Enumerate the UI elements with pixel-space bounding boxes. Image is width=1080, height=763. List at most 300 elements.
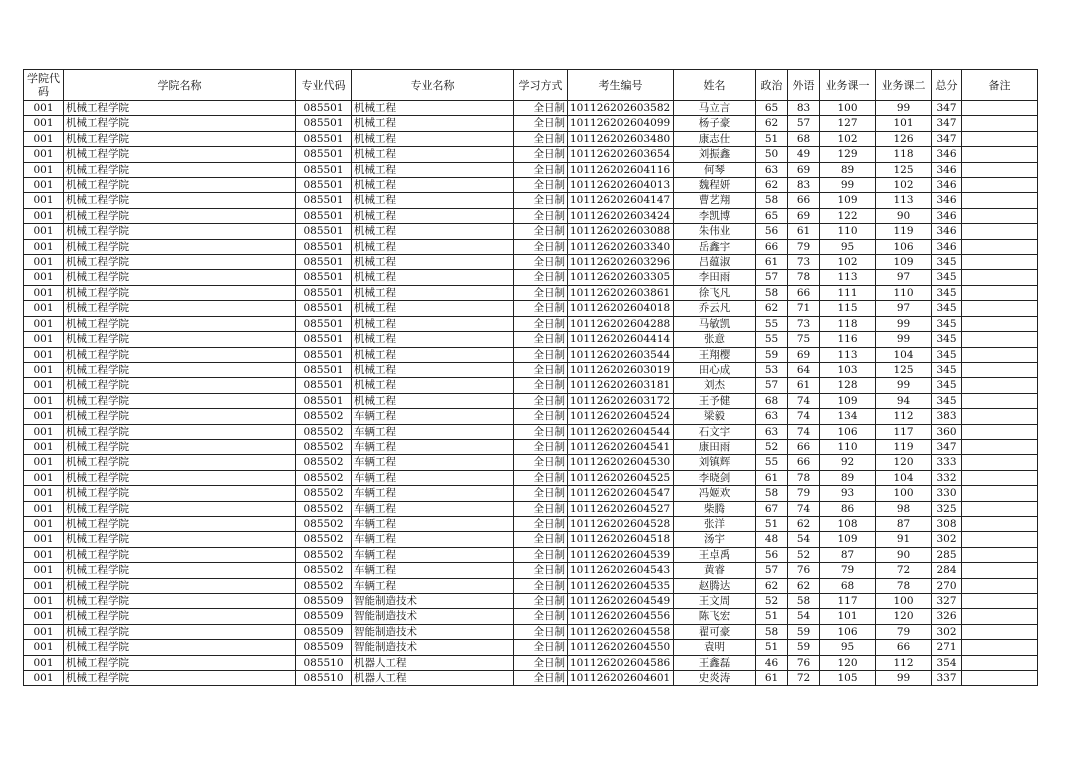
politics-score-cell: 48 <box>756 532 788 547</box>
major-name-cell: 机械工程 <box>352 208 514 223</box>
student-name-cell: 陈飞宏 <box>674 609 756 624</box>
major-code-cell: 085502 <box>296 532 352 547</box>
college-code-cell: 001 <box>24 116 64 131</box>
foreign-language-score-cell: 73 <box>788 316 820 331</box>
student-name-cell: 康田雨 <box>674 439 756 454</box>
major-name-cell: 机械工程 <box>352 270 514 285</box>
college-code-cell: 001 <box>24 594 64 609</box>
remarks-cell <box>962 470 1038 485</box>
subject-1-score-cell: 87 <box>820 547 876 562</box>
total-score-cell: 337 <box>932 671 962 686</box>
study-mode-cell: 全日制 <box>514 671 568 686</box>
politics-score-cell: 65 <box>756 208 788 223</box>
major-name-cell: 机械工程 <box>352 301 514 316</box>
subject-2-score-cell: 90 <box>876 547 932 562</box>
study-mode-cell: 全日制 <box>514 594 568 609</box>
total-score-cell: 346 <box>932 193 962 208</box>
subject-2-score-cell: 118 <box>876 147 932 162</box>
major-code-cell: 085501 <box>296 332 352 347</box>
header-foreign-language: 外语 <box>788 70 820 101</box>
exam-id-cell: 101126202604601 <box>568 671 674 686</box>
college-name-cell: 机械工程学院 <box>64 470 296 485</box>
politics-score-cell: 59 <box>756 347 788 362</box>
exam-id-cell: 101126202604550 <box>568 640 674 655</box>
exam-id-cell: 101126202604018 <box>568 301 674 316</box>
study-mode-cell: 全日制 <box>514 563 568 578</box>
total-score-cell: 346 <box>932 178 962 193</box>
foreign-language-score-cell: 49 <box>788 147 820 162</box>
table-row <box>24 285 1038 300</box>
politics-score-cell: 66 <box>756 239 788 254</box>
remarks-cell <box>962 671 1038 686</box>
politics-score-cell: 51 <box>756 609 788 624</box>
total-score-cell: 347 <box>932 131 962 146</box>
major-code-cell: 085501 <box>296 378 352 393</box>
student-name-cell: 李晓剑 <box>674 470 756 485</box>
major-name-cell: 车辆工程 <box>352 547 514 562</box>
subject-2-score-cell: 99 <box>876 101 932 116</box>
total-score-cell: 345 <box>932 347 962 362</box>
college-code-cell: 001 <box>24 270 64 285</box>
major-code-cell: 085501 <box>296 224 352 239</box>
politics-score-cell: 56 <box>756 224 788 239</box>
student-name-cell: 张意 <box>674 332 756 347</box>
study-mode-cell: 全日制 <box>514 486 568 501</box>
total-score-cell: 302 <box>932 532 962 547</box>
foreign-language-score-cell: 66 <box>788 455 820 470</box>
remarks-cell <box>962 208 1038 223</box>
header-remarks: 备注 <box>962 70 1038 101</box>
study-mode-cell: 全日制 <box>514 255 568 270</box>
college-name-cell: 机械工程学院 <box>64 131 296 146</box>
major-name-cell: 车辆工程 <box>352 409 514 424</box>
exam-id-cell: 101126202604528 <box>568 516 674 531</box>
politics-score-cell: 61 <box>756 671 788 686</box>
college-code-cell: 001 <box>24 516 64 531</box>
college-code-cell: 001 <box>24 162 64 177</box>
table-row <box>24 655 1038 670</box>
study-mode-cell: 全日制 <box>514 439 568 454</box>
major-code-cell: 085502 <box>296 516 352 531</box>
exam-id-cell: 101126202604414 <box>568 332 674 347</box>
foreign-language-score-cell: 66 <box>788 193 820 208</box>
major-name-cell: 机械工程 <box>352 162 514 177</box>
subject-1-score-cell: 127 <box>820 116 876 131</box>
subject-1-score-cell: 108 <box>820 516 876 531</box>
exam-id-cell: 101126202603305 <box>568 270 674 285</box>
header-college-code: 学院代码 <box>24 70 64 101</box>
politics-score-cell: 61 <box>756 255 788 270</box>
foreign-language-score-cell: 54 <box>788 532 820 547</box>
subject-2-score-cell: 120 <box>876 455 932 470</box>
remarks-cell <box>962 516 1038 531</box>
foreign-language-score-cell: 74 <box>788 501 820 516</box>
college-code-cell: 001 <box>24 224 64 239</box>
politics-score-cell: 57 <box>756 270 788 285</box>
table-row <box>24 671 1038 686</box>
exam-id-cell: 101126202604524 <box>568 409 674 424</box>
student-name-cell: 李凯博 <box>674 208 756 223</box>
college-code-cell: 001 <box>24 409 64 424</box>
table-row <box>24 532 1038 547</box>
major-name-cell: 机械工程 <box>352 101 514 116</box>
exam-id-cell: 101126202603544 <box>568 347 674 362</box>
study-mode-cell: 全日制 <box>514 455 568 470</box>
college-code-cell: 001 <box>24 393 64 408</box>
student-name-cell: 何琴 <box>674 162 756 177</box>
subject-1-score-cell: 105 <box>820 671 876 686</box>
foreign-language-score-cell: 62 <box>788 578 820 593</box>
exam-id-cell: 101126202604549 <box>568 594 674 609</box>
remarks-cell <box>962 162 1038 177</box>
college-code-cell: 001 <box>24 439 64 454</box>
college-code-cell: 001 <box>24 332 64 347</box>
exam-id-cell: 101126202603088 <box>568 224 674 239</box>
major-code-cell: 085502 <box>296 470 352 485</box>
major-name-cell: 智能制造技术 <box>352 624 514 639</box>
subject-2-score-cell: 91 <box>876 532 932 547</box>
major-code-cell: 085501 <box>296 285 352 300</box>
student-name-cell: 吕蕴淑 <box>674 255 756 270</box>
exam-id-cell: 101126202603340 <box>568 239 674 254</box>
college-code-cell: 001 <box>24 208 64 223</box>
college-code-cell: 001 <box>24 578 64 593</box>
subject-2-score-cell: 99 <box>876 316 932 331</box>
table-row <box>24 409 1038 424</box>
table-row <box>24 224 1038 239</box>
header-subject-1: 业务课一 <box>820 70 876 101</box>
subject-1-score-cell: 106 <box>820 624 876 639</box>
remarks-cell <box>962 362 1038 377</box>
major-code-cell: 085509 <box>296 624 352 639</box>
total-score-cell: 345 <box>932 393 962 408</box>
major-code-cell: 085510 <box>296 671 352 686</box>
total-score-cell: 302 <box>932 624 962 639</box>
subject-2-score-cell: 94 <box>876 393 932 408</box>
major-code-cell: 085502 <box>296 486 352 501</box>
study-mode-cell: 全日制 <box>514 316 568 331</box>
total-score-cell: 346 <box>932 239 962 254</box>
major-code-cell: 085501 <box>296 301 352 316</box>
subject-1-score-cell: 79 <box>820 563 876 578</box>
college-code-cell: 001 <box>24 547 64 562</box>
major-code-cell: 085502 <box>296 501 352 516</box>
student-name-cell: 田心成 <box>674 362 756 377</box>
subject-2-score-cell: 99 <box>876 671 932 686</box>
politics-score-cell: 51 <box>756 640 788 655</box>
major-name-cell: 机械工程 <box>352 362 514 377</box>
major-name-cell: 机械工程 <box>352 332 514 347</box>
exam-id-cell: 101126202604518 <box>568 532 674 547</box>
foreign-language-score-cell: 59 <box>788 624 820 639</box>
college-code-cell: 001 <box>24 285 64 300</box>
header-college-name: 学院名称 <box>64 70 296 101</box>
remarks-cell <box>962 285 1038 300</box>
student-name-cell: 刘杰 <box>674 378 756 393</box>
study-mode-cell: 全日制 <box>514 193 568 208</box>
study-mode-cell: 全日制 <box>514 239 568 254</box>
college-code-cell: 001 <box>24 347 64 362</box>
header-exam-id: 考生编号 <box>568 70 674 101</box>
foreign-language-score-cell: 75 <box>788 332 820 347</box>
politics-score-cell: 63 <box>756 409 788 424</box>
major-code-cell: 085501 <box>296 101 352 116</box>
table-row <box>24 301 1038 316</box>
college-name-cell: 机械工程学院 <box>64 578 296 593</box>
exam-id-cell: 101126202603181 <box>568 378 674 393</box>
table-row <box>24 594 1038 609</box>
student-name-cell: 冯姬欢 <box>674 486 756 501</box>
subject-1-score-cell: 109 <box>820 532 876 547</box>
major-name-cell: 机械工程 <box>352 316 514 331</box>
college-name-cell: 机械工程学院 <box>64 563 296 578</box>
foreign-language-score-cell: 78 <box>788 470 820 485</box>
total-score-cell: 345 <box>932 285 962 300</box>
table-row <box>24 640 1038 655</box>
major-name-cell: 机械工程 <box>352 116 514 131</box>
college-name-cell: 机械工程学院 <box>64 178 296 193</box>
remarks-cell <box>962 455 1038 470</box>
major-code-cell: 085509 <box>296 594 352 609</box>
major-code-cell: 085502 <box>296 563 352 578</box>
student-name-cell: 马敏凯 <box>674 316 756 331</box>
remarks-cell <box>962 532 1038 547</box>
study-mode-cell: 全日制 <box>514 208 568 223</box>
subject-1-score-cell: 95 <box>820 640 876 655</box>
subject-1-score-cell: 106 <box>820 424 876 439</box>
foreign-language-score-cell: 76 <box>788 655 820 670</box>
politics-score-cell: 62 <box>756 578 788 593</box>
remarks-cell <box>962 547 1038 562</box>
college-code-cell: 001 <box>24 563 64 578</box>
major-code-cell: 085501 <box>296 147 352 162</box>
table-body <box>24 101 1038 686</box>
politics-score-cell: 52 <box>756 439 788 454</box>
total-score-cell: 332 <box>932 470 962 485</box>
foreign-language-score-cell: 71 <box>788 301 820 316</box>
subject-2-score-cell: 102 <box>876 178 932 193</box>
college-code-cell: 001 <box>24 655 64 670</box>
subject-1-score-cell: 102 <box>820 131 876 146</box>
foreign-language-score-cell: 59 <box>788 640 820 655</box>
college-name-cell: 机械工程学院 <box>64 424 296 439</box>
study-mode-cell: 全日制 <box>514 332 568 347</box>
major-code-cell: 085502 <box>296 424 352 439</box>
subject-1-score-cell: 86 <box>820 501 876 516</box>
subject-1-score-cell: 113 <box>820 270 876 285</box>
major-name-cell: 机器人工程 <box>352 671 514 686</box>
major-code-cell: 085501 <box>296 162 352 177</box>
admission-list-table <box>23 69 1038 686</box>
foreign-language-score-cell: 79 <box>788 239 820 254</box>
table-row <box>24 486 1038 501</box>
college-code-cell: 001 <box>24 671 64 686</box>
table-row <box>24 624 1038 639</box>
subject-1-score-cell: 110 <box>820 224 876 239</box>
remarks-cell <box>962 424 1038 439</box>
subject-2-score-cell: 119 <box>876 224 932 239</box>
student-name-cell: 黄睿 <box>674 563 756 578</box>
politics-score-cell: 62 <box>756 301 788 316</box>
remarks-cell <box>962 439 1038 454</box>
major-code-cell: 085502 <box>296 439 352 454</box>
foreign-language-score-cell: 66 <box>788 439 820 454</box>
foreign-language-score-cell: 74 <box>788 424 820 439</box>
major-name-cell: 机械工程 <box>352 131 514 146</box>
total-score-cell: 354 <box>932 655 962 670</box>
student-name-cell: 康志仕 <box>674 131 756 146</box>
college-name-cell: 机械工程学院 <box>64 147 296 162</box>
politics-score-cell: 55 <box>756 332 788 347</box>
major-name-cell: 机械工程 <box>352 255 514 270</box>
subject-1-score-cell: 89 <box>820 162 876 177</box>
foreign-language-score-cell: 74 <box>788 393 820 408</box>
foreign-language-score-cell: 69 <box>788 208 820 223</box>
study-mode-cell: 全日制 <box>514 547 568 562</box>
remarks-cell <box>962 131 1038 146</box>
politics-score-cell: 65 <box>756 101 788 116</box>
college-name-cell: 机械工程学院 <box>64 316 296 331</box>
politics-score-cell: 56 <box>756 547 788 562</box>
major-name-cell: 车辆工程 <box>352 486 514 501</box>
exam-id-cell: 101126202604530 <box>568 455 674 470</box>
remarks-cell <box>962 270 1038 285</box>
study-mode-cell: 全日制 <box>514 609 568 624</box>
subject-1-score-cell: 99 <box>820 178 876 193</box>
college-name-cell: 机械工程学院 <box>64 547 296 562</box>
subject-1-score-cell: 100 <box>820 101 876 116</box>
study-mode-cell: 全日制 <box>514 285 568 300</box>
foreign-language-score-cell: 76 <box>788 563 820 578</box>
subject-2-score-cell: 99 <box>876 332 932 347</box>
subject-2-score-cell: 99 <box>876 378 932 393</box>
study-mode-cell: 全日制 <box>514 393 568 408</box>
major-code-cell: 085502 <box>296 409 352 424</box>
remarks-cell <box>962 255 1038 270</box>
student-name-cell: 汤宇 <box>674 532 756 547</box>
subject-1-score-cell: 109 <box>820 393 876 408</box>
exam-id-cell: 101126202604544 <box>568 424 674 439</box>
college-name-cell: 机械工程学院 <box>64 347 296 362</box>
college-name-cell: 机械工程学院 <box>64 301 296 316</box>
student-name-cell: 刘镇辉 <box>674 455 756 470</box>
college-name-cell: 机械工程学院 <box>64 101 296 116</box>
student-name-cell: 王鑫磊 <box>674 655 756 670</box>
college-code-cell: 001 <box>24 193 64 208</box>
politics-score-cell: 68 <box>756 393 788 408</box>
college-name-cell: 机械工程学院 <box>64 393 296 408</box>
study-mode-cell: 全日制 <box>514 640 568 655</box>
study-mode-cell: 全日制 <box>514 501 568 516</box>
subject-2-score-cell: 104 <box>876 470 932 485</box>
exam-id-cell: 101126202604535 <box>568 578 674 593</box>
foreign-language-score-cell: 79 <box>788 486 820 501</box>
header-study-mode: 学习方式 <box>514 70 568 101</box>
table-row <box>24 470 1038 485</box>
total-score-cell: 325 <box>932 501 962 516</box>
exam-id-cell: 101126202603424 <box>568 208 674 223</box>
college-code-cell: 001 <box>24 501 64 516</box>
subject-1-score-cell: 103 <box>820 362 876 377</box>
major-name-cell: 机械工程 <box>352 378 514 393</box>
subject-1-score-cell: 93 <box>820 486 876 501</box>
remarks-cell <box>962 178 1038 193</box>
header-name: 姓名 <box>674 70 756 101</box>
total-score-cell: 347 <box>932 439 962 454</box>
table-row <box>24 316 1038 331</box>
foreign-language-score-cell: 72 <box>788 671 820 686</box>
exam-id-cell: 101126202604288 <box>568 316 674 331</box>
table-row <box>24 547 1038 562</box>
major-name-cell: 机器人工程 <box>352 655 514 670</box>
major-name-cell: 智能制造技术 <box>352 594 514 609</box>
total-score-cell: 345 <box>932 316 962 331</box>
politics-score-cell: 63 <box>756 162 788 177</box>
subject-1-score-cell: 110 <box>820 439 876 454</box>
college-code-cell: 001 <box>24 424 64 439</box>
subject-2-score-cell: 100 <box>876 486 932 501</box>
college-name-cell: 机械工程学院 <box>64 532 296 547</box>
subject-2-score-cell: 101 <box>876 116 932 131</box>
major-name-cell: 车辆工程 <box>352 563 514 578</box>
foreign-language-score-cell: 58 <box>788 594 820 609</box>
major-name-cell: 机械工程 <box>352 347 514 362</box>
table-row <box>24 332 1038 347</box>
table-row <box>24 193 1038 208</box>
major-code-cell: 085502 <box>296 547 352 562</box>
student-name-cell: 刘振鑫 <box>674 147 756 162</box>
table-row <box>24 270 1038 285</box>
subject-2-score-cell: 106 <box>876 239 932 254</box>
remarks-cell <box>962 301 1038 316</box>
politics-score-cell: 61 <box>756 470 788 485</box>
politics-score-cell: 46 <box>756 655 788 670</box>
college-name-cell: 机械工程学院 <box>64 270 296 285</box>
remarks-cell <box>962 316 1038 331</box>
remarks-cell <box>962 501 1038 516</box>
college-code-cell: 001 <box>24 624 64 639</box>
major-code-cell: 085501 <box>296 270 352 285</box>
subject-1-score-cell: 128 <box>820 378 876 393</box>
politics-score-cell: 62 <box>756 116 788 131</box>
college-code-cell: 001 <box>24 239 64 254</box>
exam-id-cell: 101126202604586 <box>568 655 674 670</box>
subject-1-score-cell: 95 <box>820 239 876 254</box>
remarks-cell <box>962 563 1038 578</box>
subject-2-score-cell: 113 <box>876 193 932 208</box>
header-major-code: 专业代码 <box>296 70 352 101</box>
table-row <box>24 609 1038 624</box>
subject-2-score-cell: 90 <box>876 208 932 223</box>
major-name-cell: 机械工程 <box>352 393 514 408</box>
subject-1-score-cell: 120 <box>820 655 876 670</box>
foreign-language-score-cell: 69 <box>788 347 820 362</box>
major-code-cell: 085502 <box>296 578 352 593</box>
study-mode-cell: 全日制 <box>514 624 568 639</box>
college-name-cell: 机械工程学院 <box>64 255 296 270</box>
exam-id-cell: 101126202604539 <box>568 547 674 562</box>
major-code-cell: 085501 <box>296 116 352 131</box>
college-code-cell: 001 <box>24 101 64 116</box>
total-score-cell: 347 <box>932 116 962 131</box>
subject-1-score-cell: 89 <box>820 470 876 485</box>
remarks-cell <box>962 347 1038 362</box>
foreign-language-score-cell: 83 <box>788 101 820 116</box>
major-code-cell: 085501 <box>296 362 352 377</box>
remarks-cell <box>962 224 1038 239</box>
major-name-cell: 机械工程 <box>352 239 514 254</box>
college-name-cell: 机械工程学院 <box>64 239 296 254</box>
